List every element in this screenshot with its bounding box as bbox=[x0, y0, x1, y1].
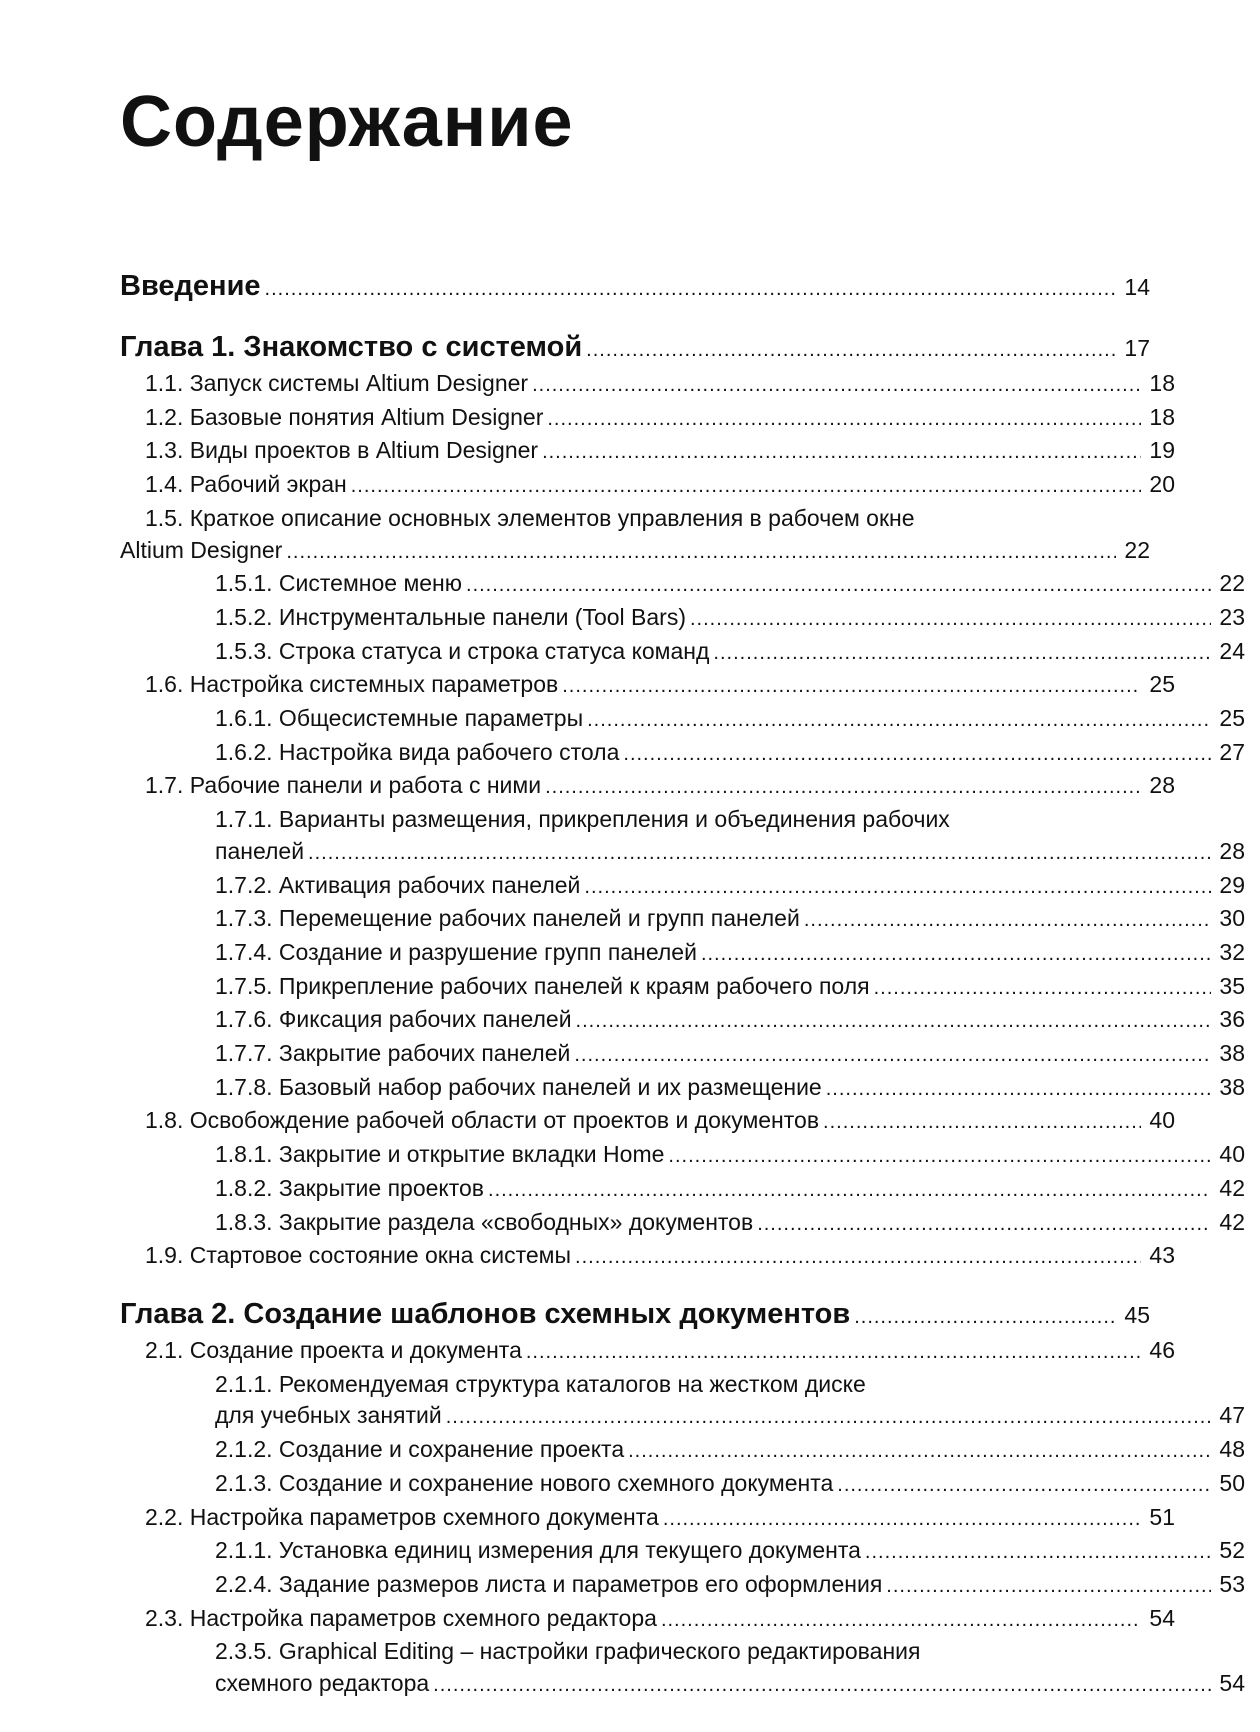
toc-entry[interactable] bbox=[120, 636, 1245, 670]
toc-entry-page: 43 bbox=[1149, 1242, 1175, 1269]
toc-entry[interactable] bbox=[120, 402, 1175, 436]
toc-entry[interactable] bbox=[120, 971, 1245, 1005]
toc-entry-label-continuation: для учебных занятий bbox=[215, 1402, 442, 1429]
toc-entry[interactable] bbox=[120, 937, 1245, 971]
toc-entry-label: 1.7.7. Закрытие рабочих панелей bbox=[215, 1040, 571, 1067]
toc-entry[interactable] bbox=[120, 1335, 1175, 1369]
dot-leader bbox=[526, 1337, 1141, 1369]
toc-entry[interactable] bbox=[120, 368, 1175, 402]
toc-entry-label: 2.2. Настройка параметров схемного документа bbox=[145, 1503, 659, 1530]
toc-entry[interactable] bbox=[120, 1240, 1175, 1274]
toc-entry[interactable] bbox=[120, 1400, 1245, 1434]
toc-entry-chapter-2[interactable] bbox=[120, 1296, 1150, 1335]
toc-entry-page: 18 bbox=[1149, 403, 1175, 430]
toc-entry-page: 14 bbox=[1124, 274, 1150, 300]
toc-entry-introduction[interactable] bbox=[120, 268, 1150, 307]
toc-entry-label: 2.3. Настройка параметров схемного редактора bbox=[145, 1604, 657, 1631]
toc-entry-label-continuation: схемного редактора bbox=[215, 1670, 430, 1697]
toc-entry-label: 1.6. Настройка системных параметров bbox=[145, 671, 559, 698]
dot-leader bbox=[446, 1402, 1211, 1434]
toc-entry[interactable] bbox=[120, 1173, 1245, 1207]
toc-entry-chapter-1[interactable] bbox=[120, 329, 1150, 368]
toc-entry[interactable] bbox=[120, 737, 1245, 771]
dot-leader bbox=[587, 705, 1211, 737]
toc-entry-label: 1.8.3. Закрытие раздела «свободных» документов bbox=[215, 1208, 754, 1235]
toc-entry-label: 1.4. Рабочий экран bbox=[145, 471, 347, 498]
toc-entry-label: 2.2.4. Задание размеров листа и параметров его оформления bbox=[215, 1570, 883, 1597]
toc-entry-page: 42 bbox=[1219, 1174, 1245, 1201]
toc-entry-label-first-line[interactable]: 2.3.5. Graphical Editing – настройки графического редактирования bbox=[215, 1638, 921, 1665]
dot-leader bbox=[661, 1605, 1141, 1637]
dot-leader bbox=[854, 1299, 1116, 1335]
dot-leader bbox=[351, 471, 1141, 503]
toc-entry-label: 1.2. Базовые понятия Altium Designer bbox=[145, 403, 544, 430]
page-title: Содержание bbox=[120, 82, 574, 162]
toc-entry-label: Глава 1. Знакомство с системой bbox=[120, 331, 583, 363]
toc-entry-page: 35 bbox=[1219, 972, 1245, 999]
toc-entry-label-first-line[interactable]: 1.5. Краткое описание основных элементов управления в рабочем окне bbox=[145, 504, 915, 531]
dot-leader bbox=[713, 638, 1211, 670]
toc-entry[interactable] bbox=[120, 469, 1175, 503]
toc-entry-label: 2.1.3. Создание и сохранение нового схемного документа bbox=[215, 1469, 834, 1496]
toc-entry[interactable] bbox=[120, 1105, 1175, 1139]
dot-leader bbox=[562, 671, 1141, 703]
dot-leader bbox=[574, 1040, 1211, 1072]
toc-entry-page: 40 bbox=[1149, 1107, 1175, 1134]
toc-entry-label: 1.7.4. Создание и разрушение групп панелей bbox=[215, 938, 697, 965]
toc-entry-page: 18 bbox=[1149, 370, 1175, 396]
toc-entry[interactable] bbox=[120, 1038, 1245, 1072]
toc-entry[interactable] bbox=[120, 435, 1175, 469]
toc-entry[interactable] bbox=[120, 1502, 1175, 1536]
toc-entry-label: 1.8. Освобождение рабочей области от проектов и документов bbox=[145, 1107, 820, 1134]
toc-entry-page: 46 bbox=[1149, 1336, 1175, 1363]
toc-entry-page: 54 bbox=[1149, 1604, 1175, 1631]
dot-leader bbox=[575, 1242, 1141, 1274]
toc-entry-page: 32 bbox=[1219, 938, 1245, 965]
toc-entry-label: 1.7. Рабочие панели и работа с ними bbox=[145, 772, 542, 799]
toc-entry[interactable] bbox=[120, 1535, 1245, 1569]
toc-entry[interactable] bbox=[120, 1139, 1245, 1173]
dot-leader bbox=[823, 1107, 1141, 1139]
toc-entry[interactable] bbox=[120, 1004, 1245, 1038]
dot-leader bbox=[804, 905, 1211, 937]
toc-entry-page: 38 bbox=[1219, 1040, 1245, 1067]
dot-leader bbox=[663, 1504, 1141, 1536]
dot-leader bbox=[542, 437, 1141, 469]
toc-entry[interactable] bbox=[120, 535, 1150, 569]
toc-entry-label: 1.9. Стартовое состояние окна системы bbox=[145, 1242, 572, 1269]
dot-leader bbox=[757, 1209, 1211, 1241]
toc-entry-page: 51 bbox=[1149, 1503, 1175, 1530]
toc-entry-page: 19 bbox=[1149, 437, 1175, 464]
toc-entry-page: 22 bbox=[1219, 570, 1245, 597]
table-of-contents bbox=[120, 268, 1245, 1702]
toc-entry-page: 20 bbox=[1149, 471, 1175, 498]
dot-leader bbox=[547, 404, 1141, 436]
toc-entry-label-continuation: панелей bbox=[215, 837, 305, 864]
dot-leader bbox=[576, 1006, 1211, 1038]
toc-entry-label: 2.1. Создание проекта и документа bbox=[145, 1336, 522, 1363]
dot-leader bbox=[668, 1141, 1211, 1173]
toc-entry-label: 1.1. Запуск системы Altium Designer bbox=[145, 370, 529, 396]
toc-entry-label: 1.5.2. Инструментальные панели (Tool Bars) bbox=[215, 603, 686, 630]
toc-entry[interactable] bbox=[120, 836, 1245, 870]
toc-entry[interactable] bbox=[120, 669, 1175, 703]
dot-leader bbox=[690, 604, 1211, 636]
toc-entry-label: 2.1.2. Создание и сохранение проекта bbox=[215, 1436, 625, 1463]
toc-entry-page: 28 bbox=[1149, 772, 1175, 799]
toc-entry-page: 22 bbox=[1124, 536, 1150, 563]
dot-leader bbox=[466, 570, 1211, 602]
toc-entry[interactable] bbox=[120, 703, 1245, 737]
toc-entry-page: 45 bbox=[1124, 1301, 1150, 1328]
dot-leader bbox=[623, 739, 1211, 771]
toc-entry-label: 2.1.1. Установка единиц измерения для текущего документа bbox=[215, 1537, 861, 1564]
dot-leader bbox=[837, 1470, 1211, 1502]
toc-entry-label: 1.7.3. Перемещение рабочих панелей и групп панелей bbox=[215, 905, 800, 932]
toc-entry-page: 25 bbox=[1149, 671, 1175, 698]
toc-entry-label-first-line[interactable]: 1.7.1. Варианты размещения, прикрепления и объединения рабочих bbox=[215, 806, 950, 833]
toc-entry[interactable] bbox=[120, 870, 1245, 904]
toc-entry-label: 1.3. Виды проектов в Altium Designer bbox=[145, 437, 539, 464]
toc-entry-label: 1.7.8. Базовый набор рабочих панелей и их размещение bbox=[215, 1073, 822, 1100]
toc-entry-page: 38 bbox=[1219, 1073, 1245, 1100]
dot-leader bbox=[628, 1436, 1211, 1468]
toc-entry[interactable] bbox=[120, 770, 1175, 804]
toc-entry-page: 47 bbox=[1219, 1402, 1245, 1429]
toc-entry-page: 50 bbox=[1219, 1469, 1245, 1496]
toc-entry[interactable] bbox=[120, 1668, 1245, 1702]
toc-entry-page: 48 bbox=[1219, 1436, 1245, 1463]
toc-entry[interactable] bbox=[120, 1468, 1245, 1502]
toc-entry-label: 1.8.2. Закрытие проектов bbox=[215, 1174, 485, 1201]
dot-leader bbox=[433, 1670, 1211, 1702]
dot-leader bbox=[265, 271, 1116, 307]
toc-entry-label: Глава 2. Создание шаблонов схемных документов bbox=[120, 1297, 851, 1330]
toc-entry-page: 42 bbox=[1219, 1208, 1245, 1235]
toc-entry-page: 40 bbox=[1219, 1141, 1245, 1168]
toc-entry-page: 27 bbox=[1219, 738, 1245, 765]
toc-entry-label-first-line[interactable]: 2.1.1. Рекомендуемая структура каталогов на жестком диске bbox=[215, 1370, 866, 1397]
toc-entry-label: 1.8.1. Закрытие и открытие вкладки Home bbox=[215, 1141, 665, 1168]
dot-leader bbox=[874, 973, 1211, 1005]
toc-entry[interactable] bbox=[120, 903, 1245, 937]
dot-leader bbox=[532, 370, 1141, 402]
toc-entry-page: 29 bbox=[1219, 871, 1245, 898]
toc-entry-label: 1.7.6. Фиксация рабочих панелей bbox=[215, 1006, 572, 1033]
toc-entry-page: 23 bbox=[1219, 603, 1245, 630]
toc-entry-label-continuation: Altium Designer bbox=[120, 536, 283, 563]
toc-entry-label: 1.7.5. Прикрепление рабочих панелей к краям рабочего поля bbox=[215, 972, 870, 999]
toc-entry-label: Введение bbox=[120, 270, 261, 302]
toc-entry-page: 17 bbox=[1124, 335, 1150, 361]
dot-leader bbox=[701, 939, 1211, 971]
toc-entry-page: 36 bbox=[1219, 1006, 1245, 1033]
toc-entry-label: 1.6.2. Настройка вида рабочего стола bbox=[215, 738, 620, 765]
toc-entry-page: 25 bbox=[1219, 705, 1245, 732]
toc-entry[interactable] bbox=[120, 1569, 1245, 1603]
dot-leader bbox=[545, 772, 1141, 804]
toc-entry[interactable] bbox=[120, 602, 1245, 636]
dot-leader bbox=[584, 872, 1211, 904]
toc-entry-page: 54 bbox=[1219, 1670, 1245, 1697]
toc-entry-label: 1.5.3. Строка статуса и строка статуса команд bbox=[215, 637, 710, 664]
toc-entry[interactable] bbox=[120, 1434, 1245, 1468]
toc-entry[interactable] bbox=[120, 1072, 1245, 1106]
dot-leader bbox=[488, 1175, 1211, 1207]
toc-entry[interactable] bbox=[120, 568, 1245, 602]
toc-entry[interactable] bbox=[120, 1207, 1245, 1241]
dot-leader bbox=[286, 537, 1116, 569]
dot-leader bbox=[886, 1571, 1211, 1603]
toc-entry-page: 53 bbox=[1219, 1570, 1245, 1597]
dot-leader bbox=[308, 838, 1211, 870]
dot-leader bbox=[865, 1537, 1211, 1569]
dot-leader bbox=[826, 1074, 1211, 1106]
toc-entry[interactable] bbox=[120, 1603, 1175, 1637]
dot-leader bbox=[586, 332, 1116, 368]
toc-entry-page: 52 bbox=[1219, 1537, 1245, 1564]
toc-entry-page: 28 bbox=[1219, 837, 1245, 864]
toc-entry-page: 24 bbox=[1219, 637, 1245, 664]
toc-entry-label: 1.6.1. Общесистемные параметры bbox=[215, 705, 584, 732]
toc-entry-label: 1.5.1. Системное меню bbox=[215, 570, 463, 597]
toc-entry-page: 30 bbox=[1219, 905, 1245, 932]
toc-entry-label: 1.7.2. Активация рабочих панелей bbox=[215, 871, 581, 898]
